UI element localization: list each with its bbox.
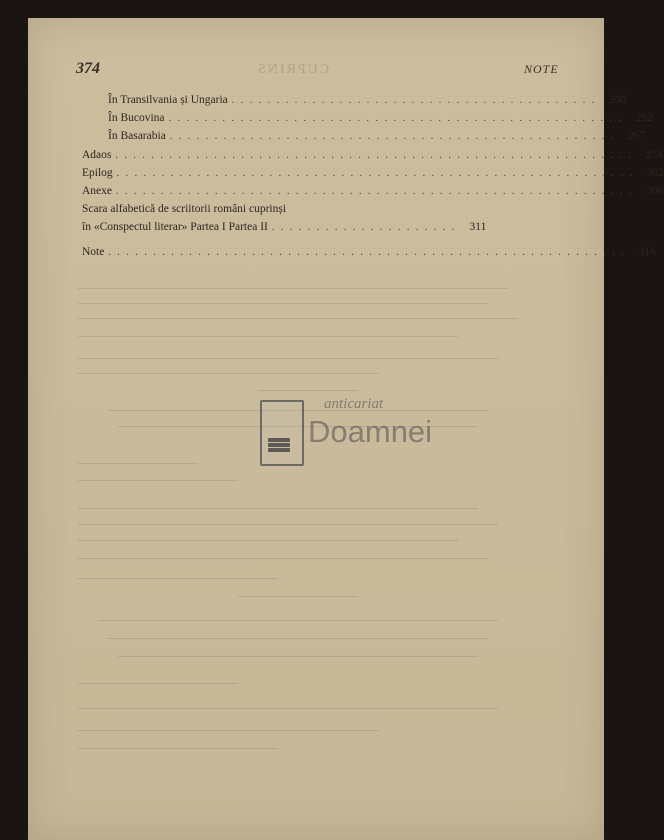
toc-entry-title: În Bucovina xyxy=(108,112,165,124)
toc-entry-title: Note xyxy=(82,246,105,258)
toc-entry-page: 302 xyxy=(646,167,664,179)
toc-entry xyxy=(82,221,486,233)
toc-entry-page: 306 xyxy=(646,185,664,197)
toc-leader: . . . . . . . . . . . . . . . . . . . . . . . . . . . . . . . . . . . . . . . . . . . . . . . . . . . xyxy=(168,113,624,124)
book-stack-icon xyxy=(268,438,290,454)
toc-entry-page: 252 xyxy=(635,112,654,124)
toc-leader: . . . . . . . . . . . . . . . . . . . . . . . . . . . . . . . . . . . . . . . . . . . . . . . . . . . . . . . . . . xyxy=(108,247,626,258)
toc-leader: . . . . . . . . . . . . . . . . . . . . . . . . . . . . . . . . . . . . . . . . . . . . . . . . . . . . . . . . . . xyxy=(116,186,634,197)
toc-entry-page: 208 xyxy=(609,94,627,106)
toc-leader: . . . . . . . . . . . . . . . . . . . . . . . . . . . . . . . . . . . . . . . . . . . . . . . . . . xyxy=(169,131,616,142)
watermark-frame xyxy=(260,400,304,466)
toc-entry-page: 316 xyxy=(638,246,656,258)
toc-entry xyxy=(82,167,664,179)
toc-leader: . . . . . . . . . . . . . . . . . . . . . . . . . . . . . . . . . . . . . . . . . . . . . . . . . . . . . . . . . . xyxy=(116,168,635,179)
toc-entry xyxy=(108,130,646,142)
toc-entry xyxy=(82,149,663,161)
toc-entry-title: Adaos xyxy=(82,149,112,161)
page-number: 374 xyxy=(76,60,100,77)
toc-entry-page: 311 xyxy=(469,221,487,233)
toc-entry xyxy=(108,94,627,106)
toc-entry-title: În Transilvania și Ungaria xyxy=(108,94,228,106)
toc-leader: . . . . . . . . . . . . . . . . . . . . . . . . . . . . . . . . . . . . . . . . . . . . . . . . . . . . . . . . . . xyxy=(115,150,633,161)
running-head: NOTE xyxy=(524,62,559,76)
toc-leader: . . . . . . . . . . . . . . . . . . . . . . . . . . . . . . . . . . . . . . . . . xyxy=(231,95,597,106)
watermark-line-2: Doamnei xyxy=(308,414,433,449)
toc-entry-title: În Basarabia xyxy=(108,130,166,142)
toc-entry xyxy=(108,112,654,124)
toc-entry-title: în «Conspectul literar» Partea I Partea II xyxy=(82,221,268,233)
toc-entry xyxy=(82,203,486,215)
toc-leader: . . . . . . . . . . . . . . . . . . . . . xyxy=(271,222,457,233)
watermark-line-1: anticariat xyxy=(324,396,384,412)
toc-entry-page: 274 xyxy=(645,149,663,161)
toc-entry-title: Epilog xyxy=(82,167,113,179)
toc-entry xyxy=(82,246,656,258)
toc-entry-title: Scara alfabetică de scriitorii români cuprinși xyxy=(82,203,287,215)
book-page xyxy=(28,18,664,840)
toc-entry xyxy=(82,185,664,197)
toc-entry-title: Anexe xyxy=(82,185,113,197)
bleed-through-heading: CUPRINS xyxy=(256,62,330,77)
toc-entry-page: 267 xyxy=(628,130,646,142)
